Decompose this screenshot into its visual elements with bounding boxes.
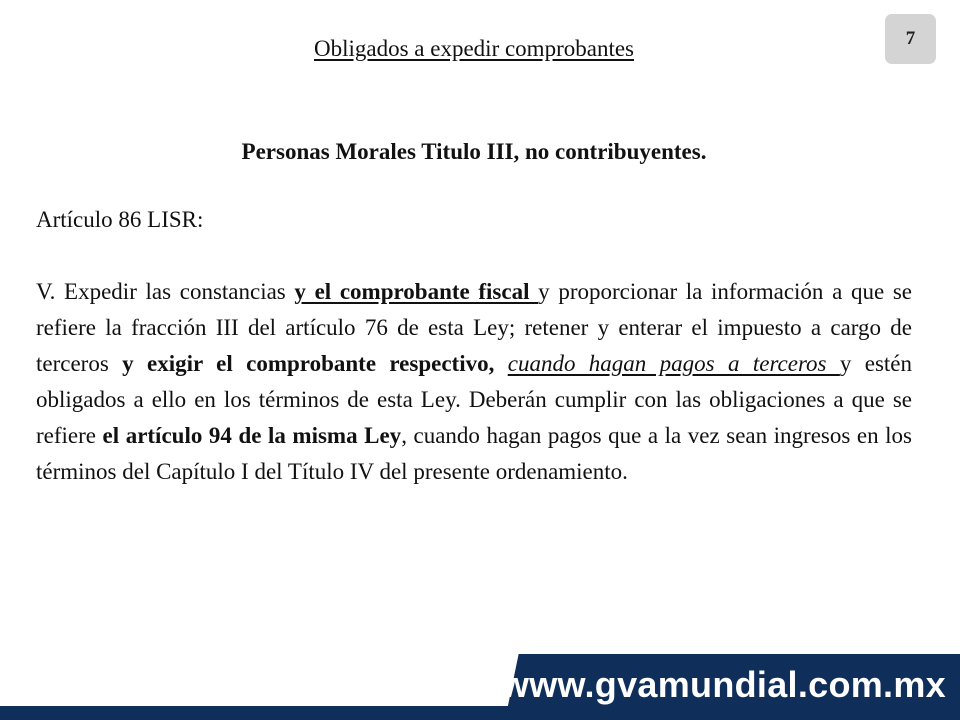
- article-paragraph: [36, 274, 912, 490]
- text-segment: V. Expedir las constancias: [36, 279, 295, 304]
- bold-segment: el artículo 94 de la misma Ley: [102, 423, 402, 448]
- section-heading: Personas Morales Titulo III, no contribuyentes.: [241, 139, 707, 164]
- slide-number-badge: 7: [885, 14, 936, 64]
- footer-url[interactable]: www.gvamundial.com.mx: [500, 664, 946, 705]
- text-segment: [494, 351, 507, 376]
- article-reference: Artículo 86 LISR:: [36, 207, 204, 232]
- text-segment: y estén obligados a ello en los términos de esta Ley. Deberán cumplir con las obligaciones a que se refiere: [36, 351, 912, 448]
- underlined-italic-segment: cuando hagan pagos a terceros: [507, 351, 840, 376]
- text-segment: y proporcionar la información a que se refiere la fracción III del artículo 76 de esta Ley; retener y enterar el impuesto a cargo de terceros: [36, 279, 912, 376]
- slide-title: Obligados a expedir comprobantes: [314, 36, 634, 61]
- bold-segment: y exigir el comprobante respectivo,: [122, 351, 495, 376]
- text-segment: , cuando hagan pagos que a la vez sean ingresos en los términos del Capítulo I del Título IV del presente ordenamiento.: [36, 423, 912, 484]
- underlined-bold-segment: y el comprobante fiscal: [294, 279, 539, 304]
